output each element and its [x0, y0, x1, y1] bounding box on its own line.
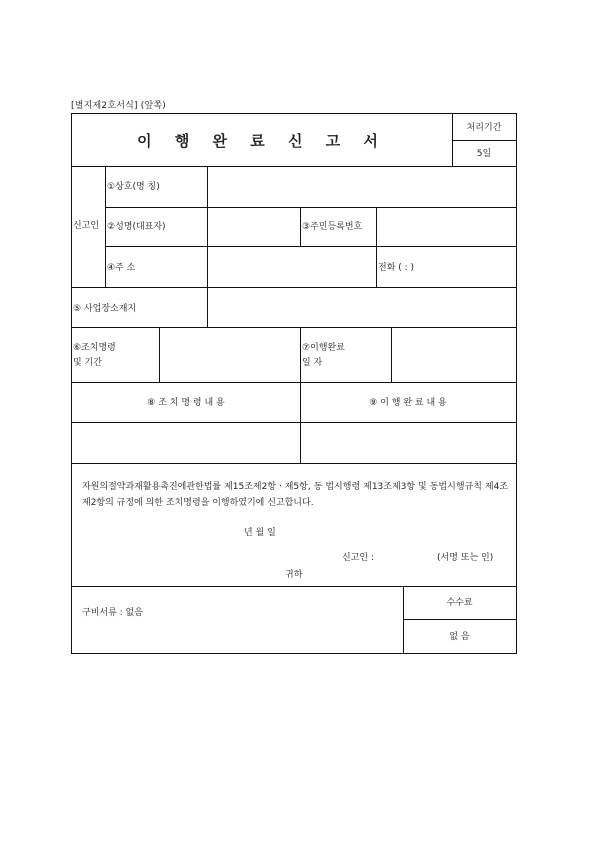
- trade-name-label: ①상호(명 칭): [107, 182, 160, 192]
- divider: [105, 166, 106, 287]
- address-label: ④주 소: [107, 263, 136, 273]
- reporter-group-label: 신고인: [73, 221, 100, 231]
- completion-date-label-2: 일 자: [302, 358, 323, 368]
- phone-label: 전화 ( : ): [378, 263, 415, 273]
- divider: [159, 327, 160, 382]
- representative-label: ②성명(대표자): [107, 222, 166, 232]
- divider: [403, 619, 516, 620]
- processing-period-value: 5일: [476, 149, 492, 159]
- processing-period-label: 처리기간: [466, 123, 502, 133]
- completion-date-label: ⑦이행완료: [302, 343, 345, 353]
- date-line: 년 월 일: [244, 528, 276, 538]
- order-period-label: ⑥조치명령: [73, 343, 116, 353]
- resident-number-label: ③주민등록번호: [302, 222, 363, 232]
- divider: [376, 207, 377, 287]
- completion-content-header: ⑨ 이 행 완 료 내 용: [369, 398, 447, 408]
- fee-label: 수수료: [446, 598, 473, 608]
- fee-value: 없 음: [449, 632, 470, 642]
- divider: [391, 327, 392, 382]
- divider: [72, 586, 516, 587]
- business-location-label: ⑤ 사업장소재지: [73, 304, 137, 314]
- order-content-header: ⑧ 조 치 명 령 내 용: [147, 398, 225, 408]
- divider: [72, 463, 516, 464]
- order-period-label-2: 및 기간: [73, 358, 102, 368]
- divider: [452, 140, 516, 141]
- divider: [72, 327, 516, 328]
- divider: [72, 166, 516, 167]
- required-documents: 구비서류 : 없음: [82, 608, 143, 618]
- divider: [72, 287, 516, 288]
- declaration-text: 자원의절약과재활용촉진에관한법률 제15조제2항ㆍ제5항, 동 법시행령 제13조제3항 및 동법시행규칙 제4조제2항의 규정에 의한 조치명령을 이행하였기에 신고합니다.: [82, 482, 508, 508]
- divider: [300, 207, 301, 246]
- divider: [72, 422, 516, 423]
- divider: [300, 327, 301, 463]
- divider: [105, 207, 516, 208]
- signer-label: 신고인 :: [342, 553, 374, 563]
- form-title: 이 행 완 료 신 고 서: [137, 132, 387, 150]
- sign-note: (서명 또는 인): [437, 553, 494, 563]
- report-form: [71, 113, 517, 654]
- addressee: 귀하: [285, 570, 303, 580]
- divider: [72, 382, 516, 383]
- form-number-label: [별지제2호서식] (앞쪽): [71, 101, 166, 111]
- divider: [207, 166, 208, 327]
- divider: [105, 246, 516, 247]
